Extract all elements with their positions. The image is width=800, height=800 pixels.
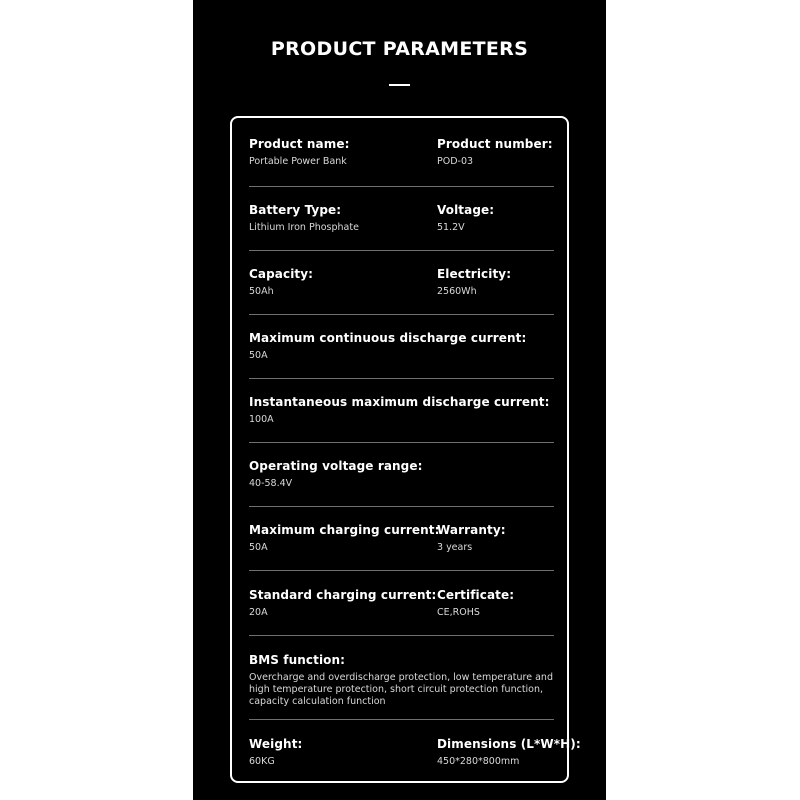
title-underline: [389, 84, 410, 86]
param-value: 50A: [249, 350, 268, 361]
divider: [249, 186, 554, 187]
page-title: PRODUCT PARAMETERS: [270, 38, 529, 60]
divider: [249, 378, 554, 379]
param-value: 20A: [249, 607, 268, 618]
param-bms-function: [249, 653, 554, 708]
param-max-charging-current: [249, 523, 440, 554]
param-value: 51.2V: [437, 222, 465, 233]
param-label: Maximum continuous discharge current:: [249, 331, 527, 345]
divider: [249, 635, 554, 636]
param-value: Overcharge and overdischarge protection, low temperature and high temperature protection, short circuit protection function, capacity calculation function: [249, 672, 553, 707]
param-label: Instantaneous maximum discharge current:: [249, 395, 550, 409]
param-label: Dimensions (L*W*H):: [437, 737, 581, 751]
param-operating-voltage-range: [249, 459, 423, 490]
param-value: POD-03: [437, 156, 474, 167]
param-label: Voltage:: [437, 203, 495, 217]
param-label: Standard charging current:: [249, 588, 437, 602]
param-battery-type: [249, 203, 359, 234]
param-electricity: [437, 267, 511, 298]
param-dimensions: [437, 737, 581, 768]
param-label: Product number:: [437, 137, 553, 151]
parameters-panel: [193, 0, 606, 800]
param-label: BMS function:: [249, 653, 346, 667]
param-value: 40-58.4V: [249, 478, 293, 489]
param-value: Lithium Iron Phosphate: [249, 222, 359, 233]
divider: [249, 250, 554, 251]
param-label: Operating voltage range:: [249, 459, 423, 473]
param-warranty: [437, 523, 506, 554]
param-product-number: [437, 137, 553, 168]
param-product-name: [249, 137, 350, 168]
param-label: Maximum charging current:: [249, 523, 440, 537]
param-voltage: [437, 203, 494, 234]
param-value: Portable Power Bank: [249, 156, 347, 167]
param-capacity: [249, 267, 313, 298]
param-max-continuous-discharge: [249, 331, 526, 362]
param-label: Electricity:: [437, 267, 512, 281]
divider: [249, 314, 554, 315]
param-label: Warranty:: [437, 523, 506, 537]
divider: [249, 442, 554, 443]
param-weight: [249, 737, 302, 768]
param-label: Capacity:: [249, 267, 314, 281]
param-value: 3 years: [437, 542, 473, 553]
param-label: Certificate:: [437, 588, 515, 602]
divider: [249, 719, 554, 720]
param-label: Weight:: [249, 737, 303, 751]
param-value: 50Ah: [249, 286, 274, 297]
param-value: CE,ROHS: [437, 607, 480, 618]
param-label: Battery Type:: [249, 203, 342, 217]
param-standard-charging-current: [249, 588, 436, 619]
param-instant-max-discharge: [249, 395, 549, 426]
divider: [249, 570, 554, 571]
divider: [249, 506, 554, 507]
param-label: Product name:: [249, 137, 350, 151]
param-value: 60KG: [249, 756, 275, 767]
param-value: 2560Wh: [437, 286, 477, 297]
parameters-card: [230, 116, 581, 783]
param-value: 100A: [249, 414, 274, 425]
param-value: 450*280*800mm: [437, 756, 520, 767]
param-value: 50A: [249, 542, 268, 553]
param-certificate: [437, 588, 514, 619]
